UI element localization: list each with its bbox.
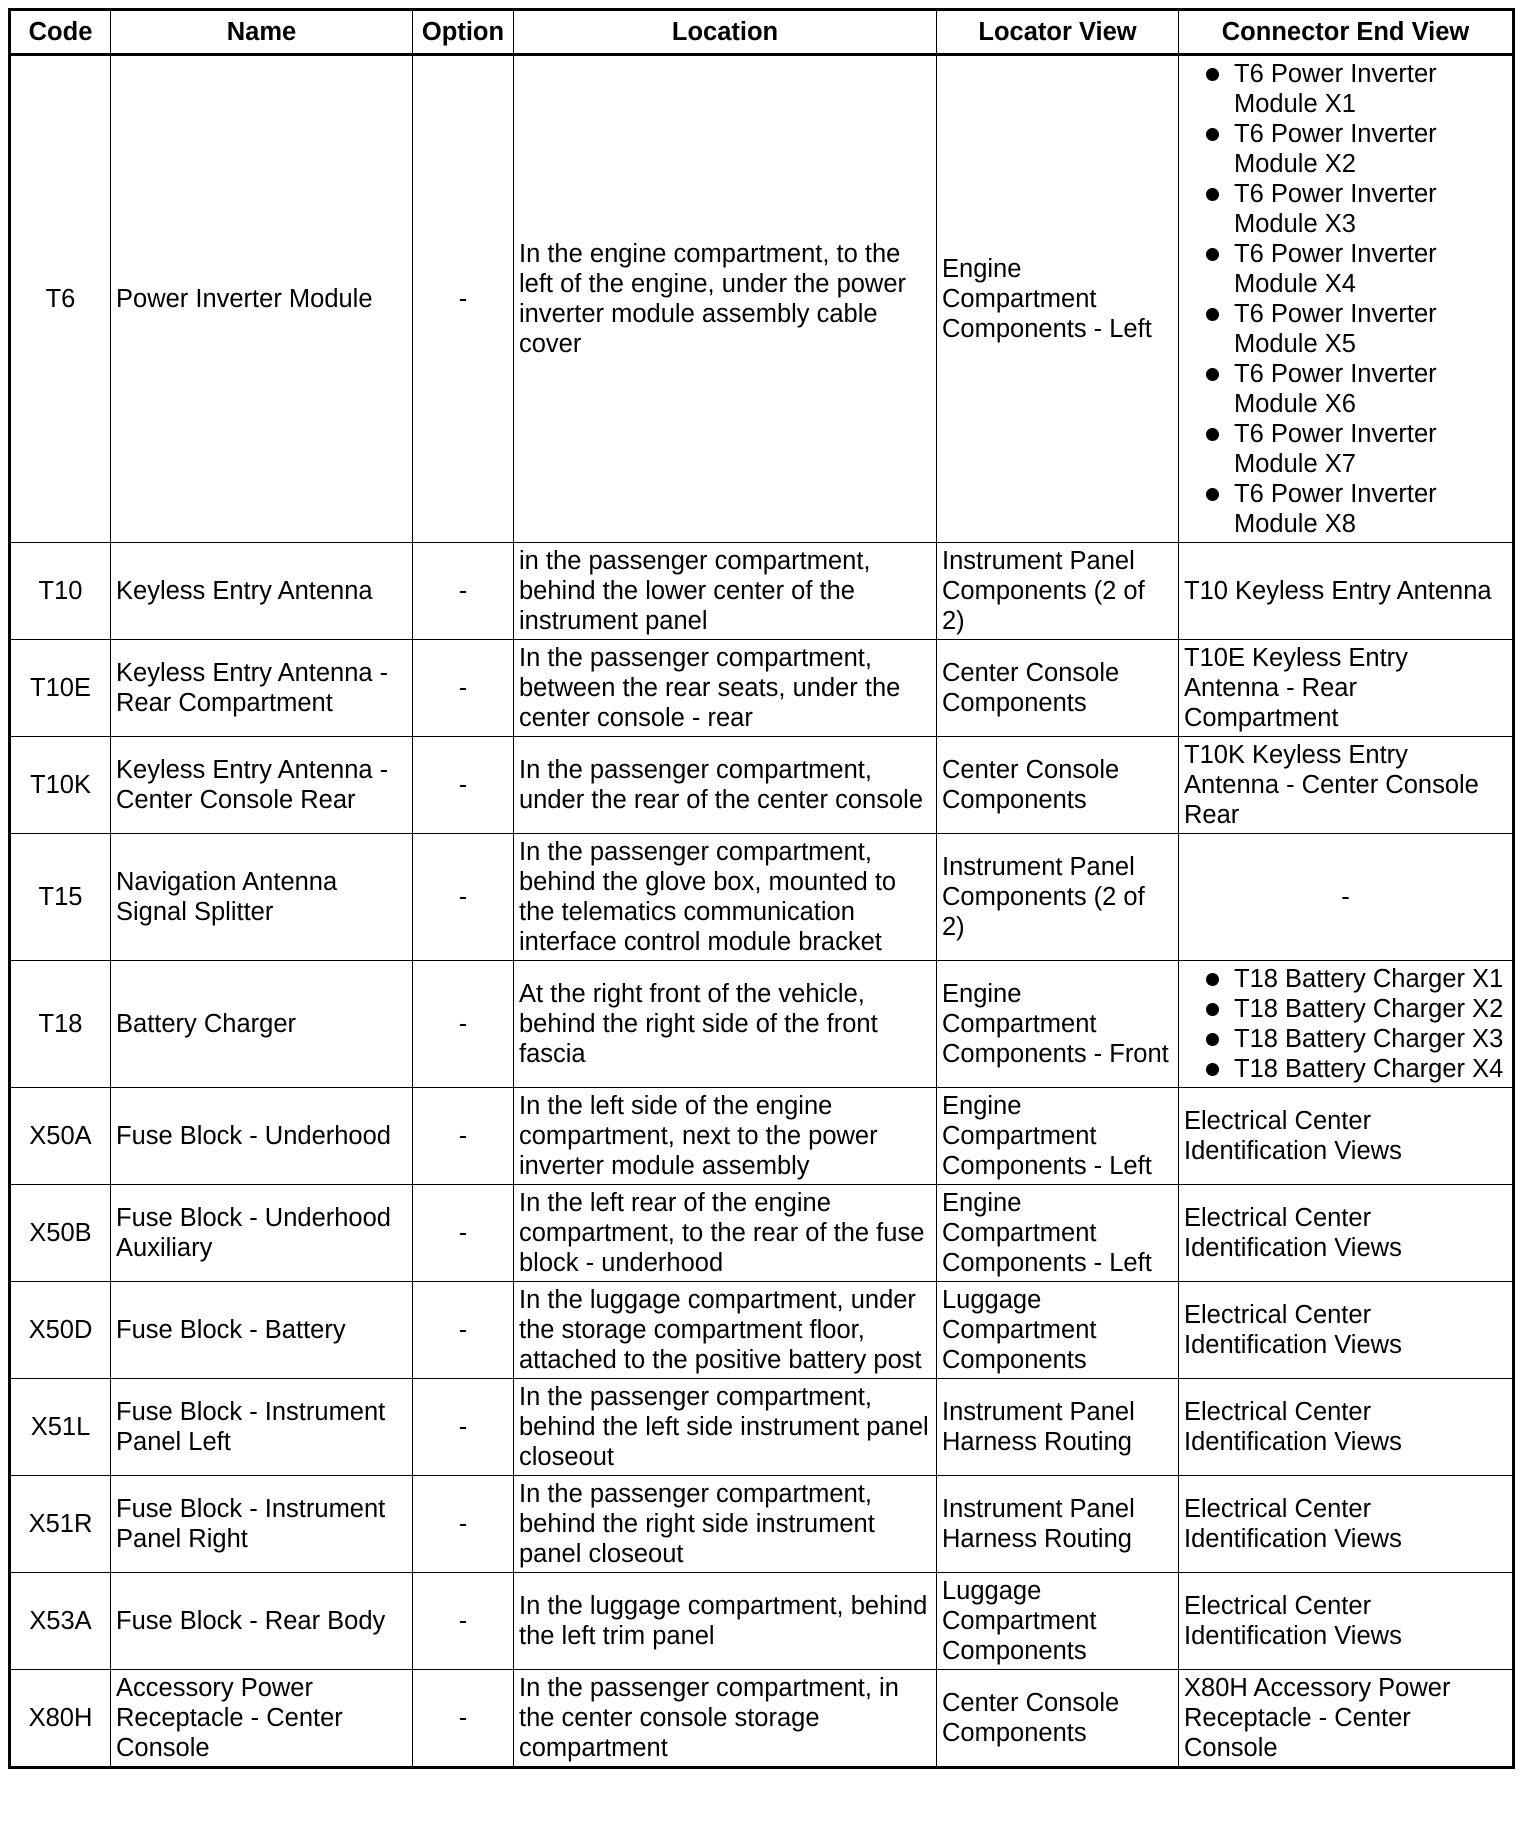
- cell-option: -: [413, 1282, 514, 1379]
- cell-option: -: [413, 1573, 514, 1670]
- cell-locator-view: Engine Compartment Components - Left: [937, 1185, 1179, 1282]
- cell-location: In the left side of the engine compartment, next to the power inverter module assembly: [514, 1088, 937, 1185]
- cell-name: Keyless Entry Antenna - Rear Compartment: [111, 640, 413, 737]
- table-row: [10, 737, 1514, 834]
- cell-code: T18: [10, 961, 111, 1088]
- cell-code: T10: [10, 543, 111, 640]
- cell-name: Fuse Block - Underhood Auxiliary: [111, 1185, 413, 1282]
- component-locator-table-sheet: [8, 8, 1512, 1769]
- cell-option: -: [413, 1088, 514, 1185]
- cell-name: Fuse Block - Rear Body: [111, 1573, 413, 1670]
- cell-code: T10E: [10, 640, 111, 737]
- connector-list-item: T18 Battery Charger X3: [1184, 1024, 1507, 1054]
- cell-option: -: [413, 1476, 514, 1573]
- cell-location: In the left rear of the engine compartment, to the rear of the fuse block - underhood: [514, 1185, 937, 1282]
- cell-locator-view: Center Console Components: [937, 737, 1179, 834]
- connector-list-item: T18 Battery Charger X4: [1184, 1054, 1507, 1084]
- cell-location: At the right front of the vehicle, behind the right side of the front fascia: [514, 961, 937, 1088]
- cell-locator-view: Instrument Panel Components (2 of 2): [937, 834, 1179, 961]
- connector-list-item: T6 Power Inverter Module X2: [1184, 119, 1507, 179]
- cell-name: Fuse Block - Underhood: [111, 1088, 413, 1185]
- cell-connector-end-view: [1179, 961, 1514, 1088]
- cell-connector-end-view: Electrical Center Identification Views: [1179, 1476, 1514, 1573]
- cell-code: X50A: [10, 1088, 111, 1185]
- table-row: [10, 1476, 1514, 1573]
- table-row: [10, 1573, 1514, 1670]
- cell-option: -: [413, 55, 514, 543]
- header-locator-view: Locator View: [937, 10, 1179, 55]
- cell-locator-view: Engine Compartment Components - Left: [937, 1088, 1179, 1185]
- connector-list-item: T18 Battery Charger X1: [1184, 964, 1507, 994]
- cell-option: -: [413, 1670, 514, 1768]
- table-row: [10, 1282, 1514, 1379]
- cell-name: Keyless Entry Antenna: [111, 543, 413, 640]
- connector-list-item: T6 Power Inverter Module X5: [1184, 299, 1507, 359]
- cell-code: T10K: [10, 737, 111, 834]
- connector-list-item: T6 Power Inverter Module X6: [1184, 359, 1507, 419]
- cell-code: X50D: [10, 1282, 111, 1379]
- cell-connector-end-view: [1179, 55, 1514, 543]
- connector-list: [1184, 59, 1507, 539]
- cell-code: T6: [10, 55, 111, 543]
- table-row: [10, 834, 1514, 961]
- connector-list-item: T6 Power Inverter Module X8: [1184, 479, 1507, 539]
- cell-locator-view: Luggage Compartment Components: [937, 1573, 1179, 1670]
- cell-connector-end-view: Electrical Center Identification Views: [1179, 1379, 1514, 1476]
- cell-connector-end-view: -: [1179, 834, 1514, 961]
- cell-name: Navigation Antenna Signal Splitter: [111, 834, 413, 961]
- table-body: [10, 55, 1514, 1768]
- cell-name: Fuse Block - Instrument Panel Right: [111, 1476, 413, 1573]
- header-row: [10, 10, 1514, 55]
- cell-locator-view: Engine Compartment Components - Left: [937, 55, 1179, 543]
- table-row: [10, 1379, 1514, 1476]
- cell-locator-view: Instrument Panel Harness Routing: [937, 1476, 1179, 1573]
- cell-locator-view: Center Console Components: [937, 640, 1179, 737]
- cell-location: In the engine compartment, to the left of the engine, under the power inverter module assembly cable cover: [514, 55, 937, 543]
- table-row: [10, 55, 1514, 543]
- connector-list-item: T6 Power Inverter Module X7: [1184, 419, 1507, 479]
- table-row: [10, 1185, 1514, 1282]
- cell-location: In the passenger compartment, under the rear of the center console: [514, 737, 937, 834]
- cell-option: -: [413, 543, 514, 640]
- cell-connector-end-view: Electrical Center Identification Views: [1179, 1282, 1514, 1379]
- cell-option: -: [413, 834, 514, 961]
- cell-connector-end-view: Electrical Center Identification Views: [1179, 1088, 1514, 1185]
- cell-option: -: [413, 961, 514, 1088]
- cell-locator-view: Instrument Panel Components (2 of 2): [937, 543, 1179, 640]
- cell-connector-end-view: T10E Keyless Entry Antenna - Rear Compartment: [1179, 640, 1514, 737]
- cell-code: X80H: [10, 1670, 111, 1768]
- cell-locator-view: Engine Compartment Components - Front: [937, 961, 1179, 1088]
- table-row: [10, 1088, 1514, 1185]
- cell-name: Keyless Entry Antenna - Center Console Rear: [111, 737, 413, 834]
- cell-location: In the luggage compartment, under the storage compartment floor, attached to the positive battery post: [514, 1282, 937, 1379]
- cell-location: In the passenger compartment, behind the right side instrument panel closeout: [514, 1476, 937, 1573]
- cell-locator-view: Luggage Compartment Components: [937, 1282, 1179, 1379]
- cell-code: X50B: [10, 1185, 111, 1282]
- cell-location: in the passenger compartment, behind the lower center of the instrument panel: [514, 543, 937, 640]
- header-code: Code: [10, 10, 111, 55]
- cell-locator-view: Center Console Components: [937, 1670, 1179, 1768]
- table-row: [10, 543, 1514, 640]
- cell-code: X51L: [10, 1379, 111, 1476]
- cell-location: In the passenger compartment, between the rear seats, under the center console - rear: [514, 640, 937, 737]
- cell-option: -: [413, 737, 514, 834]
- header-name: Name: [111, 10, 413, 55]
- header-connector-end-view: Connector End View: [1179, 10, 1514, 55]
- cell-code: X51R: [10, 1476, 111, 1573]
- cell-connector-end-view: Electrical Center Identification Views: [1179, 1573, 1514, 1670]
- cell-name: Fuse Block - Instrument Panel Left: [111, 1379, 413, 1476]
- cell-option: -: [413, 1185, 514, 1282]
- cell-code: T15: [10, 834, 111, 961]
- cell-name: Accessory Power Receptacle - Center Console: [111, 1670, 413, 1768]
- cell-location: In the luggage compartment, behind the left trim panel: [514, 1573, 937, 1670]
- header-option: Option: [413, 10, 514, 55]
- cell-location: In the passenger compartment, behind the glove box, mounted to the telematics communication interface control module bracket: [514, 834, 937, 961]
- cell-name: Battery Charger: [111, 961, 413, 1088]
- connector-list-item: T6 Power Inverter Module X4: [1184, 239, 1507, 299]
- component-locator-table: [8, 8, 1515, 1769]
- cell-connector-end-view: T10 Keyless Entry Antenna: [1179, 543, 1514, 640]
- cell-location: In the passenger compartment, behind the left side instrument panel closeout: [514, 1379, 937, 1476]
- cell-code: X53A: [10, 1573, 111, 1670]
- cell-connector-end-view: X80H Accessory Power Receptacle - Center Console: [1179, 1670, 1514, 1768]
- cell-connector-end-view: Electrical Center Identification Views: [1179, 1185, 1514, 1282]
- cell-location: In the passenger compartment, in the center console storage compartment: [514, 1670, 937, 1768]
- connector-list-item: T6 Power Inverter Module X3: [1184, 179, 1507, 239]
- cell-option: -: [413, 1379, 514, 1476]
- table-row: [10, 640, 1514, 737]
- cell-name: Power Inverter Module: [111, 55, 413, 543]
- table-row: [10, 1670, 1514, 1768]
- connector-list: [1184, 964, 1507, 1084]
- connector-list-item: T6 Power Inverter Module X1: [1184, 59, 1507, 119]
- cell-name: Fuse Block - Battery: [111, 1282, 413, 1379]
- table-header: [10, 10, 1514, 55]
- connector-list-item: T18 Battery Charger X2: [1184, 994, 1507, 1024]
- cell-option: -: [413, 640, 514, 737]
- table-row: [10, 961, 1514, 1088]
- header-location: Location: [514, 10, 937, 55]
- cell-locator-view: Instrument Panel Harness Routing: [937, 1379, 1179, 1476]
- cell-connector-end-view: T10K Keyless Entry Antenna - Center Console Rear: [1179, 737, 1514, 834]
